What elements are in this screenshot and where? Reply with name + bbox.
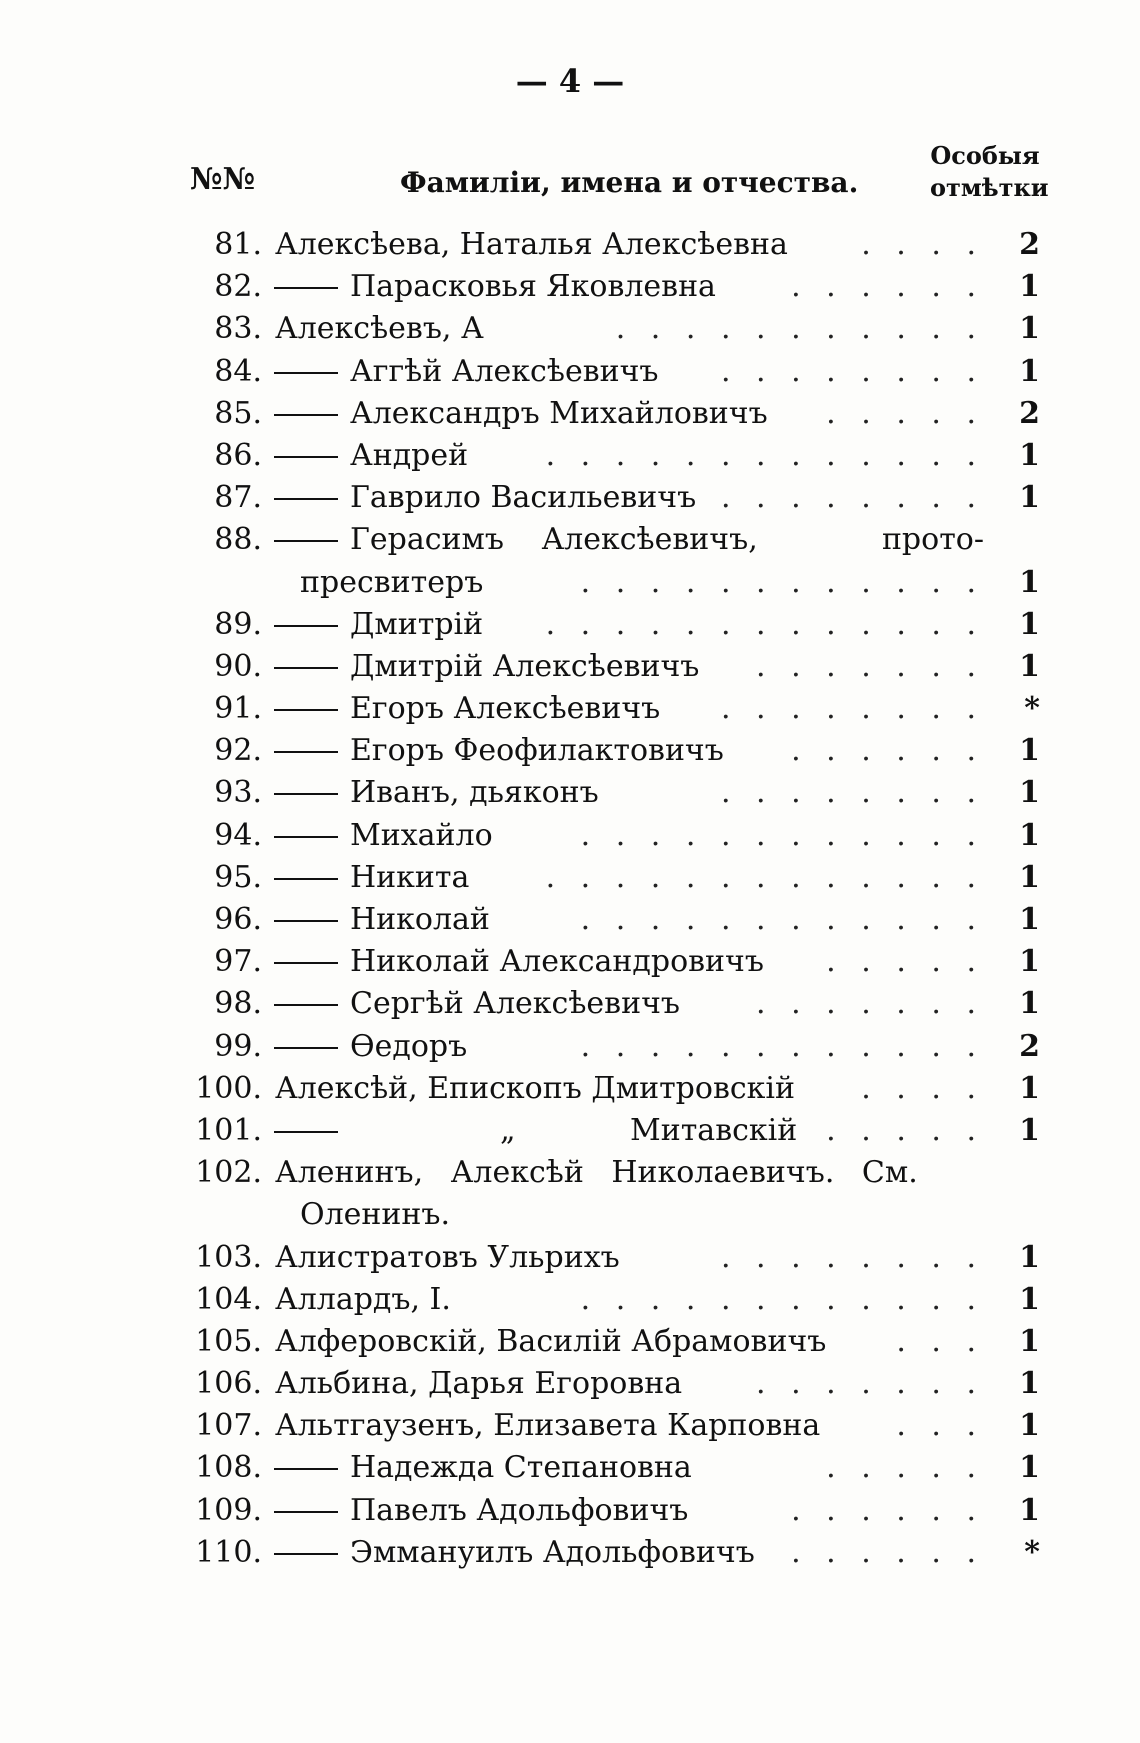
entry-number: 97. bbox=[214, 944, 262, 980]
ditto-dash bbox=[274, 1131, 338, 1133]
leader-dots: . . . . . . . . . . . . bbox=[580, 564, 984, 600]
entry-mark: 2 bbox=[1019, 395, 1040, 431]
entry-number: 87. bbox=[214, 480, 262, 516]
leader-dots: . . . . . . . . bbox=[720, 1239, 984, 1275]
leader-dots: . . . . . . . bbox=[756, 1366, 984, 1402]
list-item bbox=[190, 1405, 1040, 1447]
entry-name: Ѳедоръ bbox=[350, 1028, 468, 1064]
entry-number: 92. bbox=[214, 733, 262, 769]
entry-number: 81. bbox=[214, 227, 262, 262]
entry-mark: 1 bbox=[1019, 353, 1040, 389]
entry-name: Алексѣевъ, А bbox=[275, 311, 484, 347]
list-item bbox=[190, 1152, 1040, 1194]
leader-dots: . . . . . . bbox=[791, 269, 984, 305]
list-item bbox=[190, 1026, 1040, 1068]
leader-dots: . . . . . bbox=[826, 1112, 984, 1148]
ditto-dash bbox=[274, 793, 338, 795]
entry-mark: 1 bbox=[1019, 775, 1040, 811]
list-item bbox=[190, 1110, 1040, 1152]
entry-mark: 1 bbox=[1019, 817, 1040, 853]
leader-dots: . . . . . . bbox=[791, 733, 984, 769]
entry-mark: 1 bbox=[1019, 648, 1040, 684]
list-item bbox=[190, 308, 1040, 350]
list-item bbox=[190, 857, 1040, 899]
list-item bbox=[190, 772, 1040, 814]
list-item bbox=[190, 604, 1040, 646]
entry-name: Альтгаузенъ, Елизавета Карповна bbox=[275, 1408, 821, 1444]
ditto-dash bbox=[274, 1511, 338, 1513]
entry-number: 94. bbox=[214, 817, 262, 853]
entry-name: Герасимъ Алексѣевичъ, bbox=[350, 522, 758, 558]
leader-dots: . . . . . . . . . . . . bbox=[580, 902, 984, 937]
entry-number: 82. bbox=[214, 269, 262, 305]
entry-number: 84. bbox=[214, 353, 262, 389]
entry-mark: * bbox=[1024, 1534, 1040, 1570]
ditto-dash bbox=[274, 498, 338, 500]
ditto-dash bbox=[274, 456, 338, 458]
list-item bbox=[190, 1237, 1040, 1279]
leader-dots: . . . . . . . . . . . . . bbox=[545, 606, 984, 642]
entry-number: 107. bbox=[195, 1408, 262, 1444]
entry-number: 100. bbox=[195, 1070, 262, 1106]
list-item bbox=[190, 224, 1040, 266]
entry-mark: 1 bbox=[1019, 1239, 1040, 1275]
ditto-dash bbox=[274, 1004, 338, 1006]
list-item bbox=[190, 562, 1040, 604]
entry-name: Алексѣева, Наталья Алексѣевна bbox=[275, 227, 788, 262]
entry-mark: 2 bbox=[1019, 227, 1040, 262]
entry-name: Егоръ Алексѣевичъ bbox=[350, 691, 661, 727]
list-item bbox=[190, 435, 1040, 477]
entry-name: Николай bbox=[350, 902, 490, 937]
leader-dots: . . . . . . . . . . . . . bbox=[545, 437, 984, 473]
entry-number: 91. bbox=[214, 691, 262, 727]
entry-mark: 1 bbox=[1019, 859, 1040, 895]
entry-number: 85. bbox=[214, 395, 262, 431]
entry-name-continuation: прото- bbox=[881, 522, 984, 558]
list-item bbox=[190, 688, 1040, 730]
ditto-dash bbox=[274, 920, 338, 922]
entry-name: Дмитрій Алексѣевичъ bbox=[350, 648, 700, 684]
entry-number: 98. bbox=[214, 986, 262, 1022]
entry-name: Митавскій bbox=[630, 1112, 798, 1148]
list-item bbox=[190, 646, 1040, 688]
list-item bbox=[190, 1279, 1040, 1321]
entry-name: Алистратовъ Ульрихъ bbox=[275, 1239, 620, 1275]
leader-dots: . . . . . . . . . . . . bbox=[580, 1028, 984, 1064]
entry-number: 96. bbox=[214, 902, 262, 937]
entry-number: 89. bbox=[214, 606, 262, 642]
entry-number: 93. bbox=[214, 775, 262, 811]
list-item bbox=[190, 266, 1040, 308]
entry-name: Эммануилъ Адольфовичъ bbox=[350, 1534, 755, 1570]
leader-dots: . . . . . . . . . . . bbox=[615, 311, 984, 347]
ditto-dash bbox=[274, 878, 338, 880]
entry-name: Алферовскій, Василій Абрамовичъ bbox=[275, 1323, 827, 1359]
ditto-dash bbox=[274, 414, 338, 416]
entry-mark: 1 bbox=[1019, 1281, 1040, 1317]
leader-dots: . . . . . . . . bbox=[720, 480, 984, 516]
leader-dots: . . . bbox=[896, 1408, 984, 1444]
entry-name: Никита bbox=[350, 859, 470, 895]
leader-dots: . . . . bbox=[861, 227, 984, 262]
entry-name: Дмитрій bbox=[350, 606, 484, 642]
notes-header-line1: Особыя bbox=[930, 141, 1040, 170]
list-item bbox=[190, 393, 1040, 435]
notes-header-line2: отмѣтки bbox=[930, 173, 1049, 202]
list-item bbox=[190, 1532, 1040, 1574]
entry-mark: 1 bbox=[1019, 733, 1040, 769]
entry-name: Николай Александровичъ bbox=[350, 944, 764, 980]
leader-dots: . . . . . . . bbox=[756, 648, 984, 684]
page-number: — 4 — bbox=[515, 62, 625, 100]
entry-mark: 1 bbox=[1019, 269, 1040, 305]
entry-name: Александръ Михайловичъ bbox=[350, 395, 768, 431]
entry-mark: 1 bbox=[1019, 1450, 1040, 1486]
leader-dots: . . . . bbox=[861, 1070, 984, 1106]
entry-mark: 1 bbox=[1019, 902, 1040, 937]
ditto-dash bbox=[274, 962, 338, 964]
leader-dots: . . . . . . . . bbox=[720, 353, 984, 389]
entry-name: Аггѣй Алексѣевичъ bbox=[350, 353, 659, 389]
ditto-dash bbox=[274, 836, 338, 838]
list-item bbox=[190, 1068, 1040, 1110]
entry-name: Аленинъ, Алексѣй Николаевичъ. См. bbox=[275, 1155, 918, 1191]
entry-name: Гаврило Васильевичъ bbox=[350, 480, 697, 516]
entry-mark: 1 bbox=[1019, 944, 1040, 980]
leader-dots: . . . . . . . . . . . . bbox=[580, 1281, 984, 1317]
leader-dots: . . . . . . . bbox=[756, 986, 984, 1022]
entry-mark: 2 bbox=[1019, 1028, 1040, 1064]
ditto-dash bbox=[274, 372, 338, 374]
entry-name: Михайло bbox=[350, 817, 493, 853]
entry-name: Аллардъ, І. bbox=[275, 1281, 451, 1317]
ditto-dash bbox=[274, 667, 338, 669]
leader-dots: . . . . . bbox=[826, 395, 984, 431]
entry-mark: 1 bbox=[1019, 311, 1040, 347]
list-item bbox=[190, 1321, 1040, 1363]
list-item bbox=[190, 1490, 1040, 1532]
list-item bbox=[190, 1447, 1040, 1489]
ditto-dash bbox=[274, 540, 338, 542]
entry-number: 108. bbox=[195, 1450, 262, 1486]
entry-name: пресвитеръ bbox=[300, 564, 484, 600]
entries-list bbox=[190, 224, 1040, 1574]
list-item bbox=[190, 1363, 1040, 1405]
ditto-dash bbox=[274, 709, 338, 711]
entry-name: Алексѣй, Епископъ Дмитровскій bbox=[275, 1070, 795, 1106]
entry-mark: 1 bbox=[1019, 1492, 1040, 1528]
entry-number: 86. bbox=[214, 437, 262, 473]
list-item bbox=[190, 1194, 1040, 1236]
entry-number: 88. bbox=[214, 522, 262, 558]
list-item bbox=[190, 351, 1040, 393]
ditto-dash bbox=[274, 287, 338, 289]
entry-name: Надежда Степановна bbox=[350, 1450, 692, 1486]
leader-dots: . . . . . . . . . . . . bbox=[580, 817, 984, 853]
entry-name: Сергѣй Алексѣевичъ bbox=[350, 986, 680, 1022]
entry-number: 106. bbox=[195, 1366, 262, 1402]
ditto-dash bbox=[274, 625, 338, 627]
leader-dots: . . . bbox=[896, 1323, 984, 1359]
leader-dots: . . . . . . . . bbox=[720, 691, 984, 727]
entry-number: 101. bbox=[195, 1112, 262, 1148]
table-header bbox=[190, 140, 1049, 220]
entry-mark: 1 bbox=[1019, 1070, 1040, 1106]
entry-number: 99. bbox=[214, 1028, 262, 1064]
list-item bbox=[190, 477, 1040, 519]
number-column-header: №№ bbox=[190, 162, 256, 197]
entry-mark: 1 bbox=[1019, 986, 1040, 1022]
entry-name: Альбина, Дарья Егоровна bbox=[275, 1366, 683, 1402]
ditto-dash bbox=[274, 751, 338, 753]
entry-name: Андрей bbox=[350, 437, 469, 473]
leader-dots: . . . . . . . . bbox=[720, 775, 984, 811]
names-column-header: Фамиліи, имена и отчества. bbox=[400, 166, 859, 199]
ditto-dash bbox=[274, 1553, 338, 1555]
entry-number: 104. bbox=[195, 1281, 262, 1317]
ditto-dash bbox=[274, 1468, 338, 1470]
list-item bbox=[190, 519, 1040, 561]
entry-name: Парасковья Яковлевна bbox=[350, 269, 716, 305]
entry-mark: 1 bbox=[1019, 1366, 1040, 1402]
leader-dots: . . . . . . . . . . . . . bbox=[545, 859, 984, 895]
entry-number: 109. bbox=[195, 1492, 262, 1528]
entry-number: 105. bbox=[195, 1323, 262, 1359]
entry-number: 95. bbox=[214, 859, 262, 895]
leader-dots: . . . . . bbox=[826, 944, 984, 980]
entry-number: 83. bbox=[214, 311, 262, 347]
list-item bbox=[190, 983, 1040, 1025]
entry-mark: 1 bbox=[1019, 1408, 1040, 1444]
entry-mark: 1 bbox=[1019, 1112, 1040, 1148]
leader-dots: . . . . . bbox=[826, 1450, 984, 1486]
entry-number: 102. bbox=[195, 1155, 262, 1191]
entry-number: 110. bbox=[195, 1534, 262, 1570]
list-item bbox=[190, 899, 1040, 941]
entry-name: Егоръ Феофилактовичъ bbox=[350, 733, 724, 769]
list-item bbox=[190, 815, 1040, 857]
ditto-dash bbox=[274, 1047, 338, 1049]
entry-name: Павелъ Адольфовичъ bbox=[350, 1492, 689, 1528]
entry-mark: 1 bbox=[1019, 437, 1040, 473]
list-item bbox=[190, 730, 1040, 772]
ditto-mark: „ bbox=[500, 1112, 516, 1148]
entry-name: Иванъ, дьяконъ bbox=[350, 775, 599, 811]
entry-number: 103. bbox=[195, 1239, 262, 1275]
entry-mark: 1 bbox=[1019, 564, 1040, 600]
entry-mark: 1 bbox=[1019, 1323, 1040, 1359]
entry-number: 90. bbox=[214, 648, 262, 684]
leader-dots: . . . . . . bbox=[791, 1534, 984, 1570]
list-item bbox=[190, 941, 1040, 983]
entry-mark: 1 bbox=[1019, 480, 1040, 516]
entry-mark: 1 bbox=[1019, 606, 1040, 642]
notes-column-header bbox=[930, 140, 1049, 204]
entry-name: Оленинъ. bbox=[300, 1197, 451, 1233]
entry-mark: * bbox=[1024, 691, 1040, 727]
leader-dots: . . . . . . bbox=[791, 1492, 984, 1528]
